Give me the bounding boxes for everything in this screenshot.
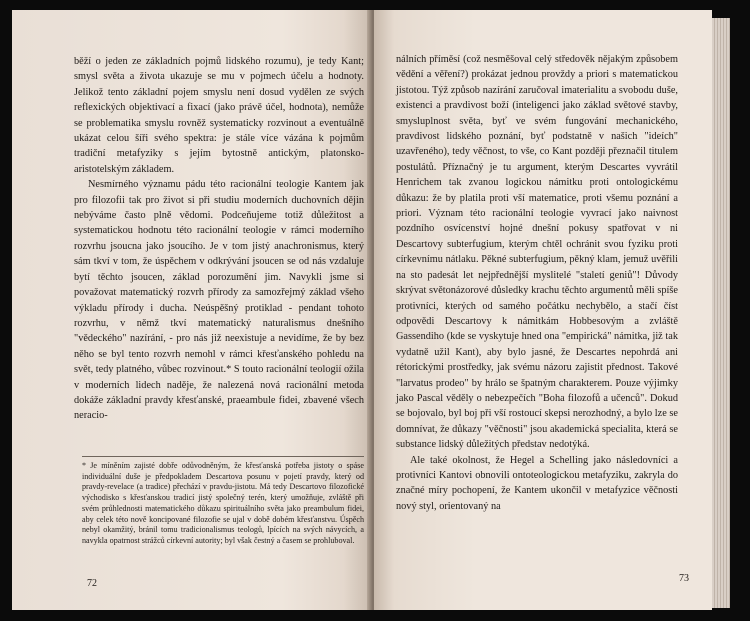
paragraph: běží o jeden ze základních pojmů lidského rozumu), je tedy Kant; smysl světa a života ukazuje se mu v pojmech účelu a hodnoty. Jelikož tento základní pojem smyslu není dosud vydělen ze svých reflexických objektivací a fixací (jako právě účel, hodnota), nemůže se problematika smyslu rovněž systematicky rozvinout a eventuálně ukázat celou šíři svého spektra: je stále více vázána k pojmům tradiční metafyziky s jejím bytostně antickým, platonsko-aristotelským základem. [74,56,364,175]
page-number-left: 72 [87,578,97,589]
paragraph: Ale také okolnost, že Hegel a Schelling jako následovníci a protivníci Kantovi obnovili ontoteologickou metafyziku, zakryla do značné míry pochopení, že Kantem ukončil v metafyzice věčnosti nový styl, orientovaný na [396,454,678,512]
right-page-body [396,52,678,514]
paragraph: Nesmírného významu pádu této racionální teologie Kantem jak pro filozofii tak pro život si při studiu moderních duchovních dějin nebýváme často plně vědomi. Podceňujeme totiž důležitost a systematickou hodnotu této racionální teologie v rámci moderního rozvrhu jsoucna jako jsoucího. Je v tom jistý anachronismus, který sám tkví v tom, že úspěchem v odkrývání jsoucen se od nás vzdaluje bytí těchto jsoucen, základ porozumění jim. Navykli jsme si považovat matematický rozvrh přírody za samozřejmý základ všeho výkladu přírody i ducha. Neúspěšný protiklad - pendant tohoto rozvrhu, v němž tkví matematický naturalismus dnešního "vědeckého" nazírání, - pro nás již neexistuje a nevidíme, že by bez něho se byl tento rozvrh nemohl v rámci křesťanského pohledu na svět, tedy platného, vůbec rozvinout.* S touto racionální teologií ožila v moderních lidech naděje, že nalezená nová racionální metoda dokáže základní pravdy křesťanské, praeambule fidei, zbavené všech neracio- [74,179,364,422]
page-number-right: 73 [679,573,689,584]
right-page [374,10,712,610]
paragraph: nálních příměsí (což nesměšoval celý středověk nějakým způsobem vědění a věření?) prokázat jednou provždy a priori s matematickou jistotou. Týž způsob nazírání zaručoval imaterialitu a svobodu duše, existenci a pravdivost boží (inteligenci jako základ světové stavby, smysluplnost světa, byť ve svém fungování mechanického, pravdivost lidského poznání, byť podstatně v našich "ideích" uzavřeného), tedy věčnost, to vše, co Kant později přeznačil titulem postulátů. Příznačný je tu argument, kterým Descartes vyvrátil Henrichem tak zvanou logickou námitku proti ontologickému důkazu: že by platila proti vší matematice, proti všemu poznání a priori. Význam této racionální teologie vyvrací jako naivnost pozdního osvícenství hojné dnešní pokusy spatřovat v ni Descartovy subterfugium, kterým chtěl ochránit svou fyziku proti církevnímu nátlaku. Pěkné subterfugium, pěkný klam, jemuž uvěřili na sto padesát let nejpřednější myslitelé "staletí geniů"! Důvody skrývat světonázorové důsledky krachu těchto argumentů měli spíše protivníci, kterých od samého počátku nechybělo, a stačí číst odpovědi Descartovy k námitkám Hobbesovým a zvláště Gassendiho (kde se vyskytuje hned ona "empirická" námitka, již tak vydatně užil Kant), aby bylo jasné, že Descartes nepohrdá ani rétorickými prostředky, jak svému názoru zajistit přednost. Takové "larvatus prodeo" by hrálo se špatným charakterem. Pouze výjimky jako Pascal věděly o nebezpečích "Boha filozofů a učenců". Dokud se bojovalo, byl boj při vší rostoucí skepsi nerozhodný, a bylo lze se domnívat, že důkazy "věčnosti" jsou akademická specialita, která se substance lidský důležitých představ nedotýká. [396,54,678,451]
footnote: * Je míněním zajisté dobře odůvodněným, že křesťanská potřeba jistoty o spáse individuální duše je předpokladem Descartova posunu v pojetí pravdy, který od pravdy-revelace (a tradice) přechází v pravdu-jistotu. Má tedy Descartovo filozofické východisko s křesťanskou tradicí jistý společný terén, který umožňuje, zvláště při svém průhlednosti matematického důkazu spirituálního světa jako preambulum fidei, aby celek této nově koncipované filozofie se ujal v době dobém křesťanstvu. Úspěch nebyl okamžitý, bránil tomu tradicionalismus teologů, lpících na svých návycích, a navykla opatrnost strážců církevní autority; byl však čestný a časem se prohluboval. [82,456,364,547]
page-edges [712,18,730,608]
left-page [12,10,372,610]
book-spread [12,10,732,610]
left-page-body [74,54,364,424]
